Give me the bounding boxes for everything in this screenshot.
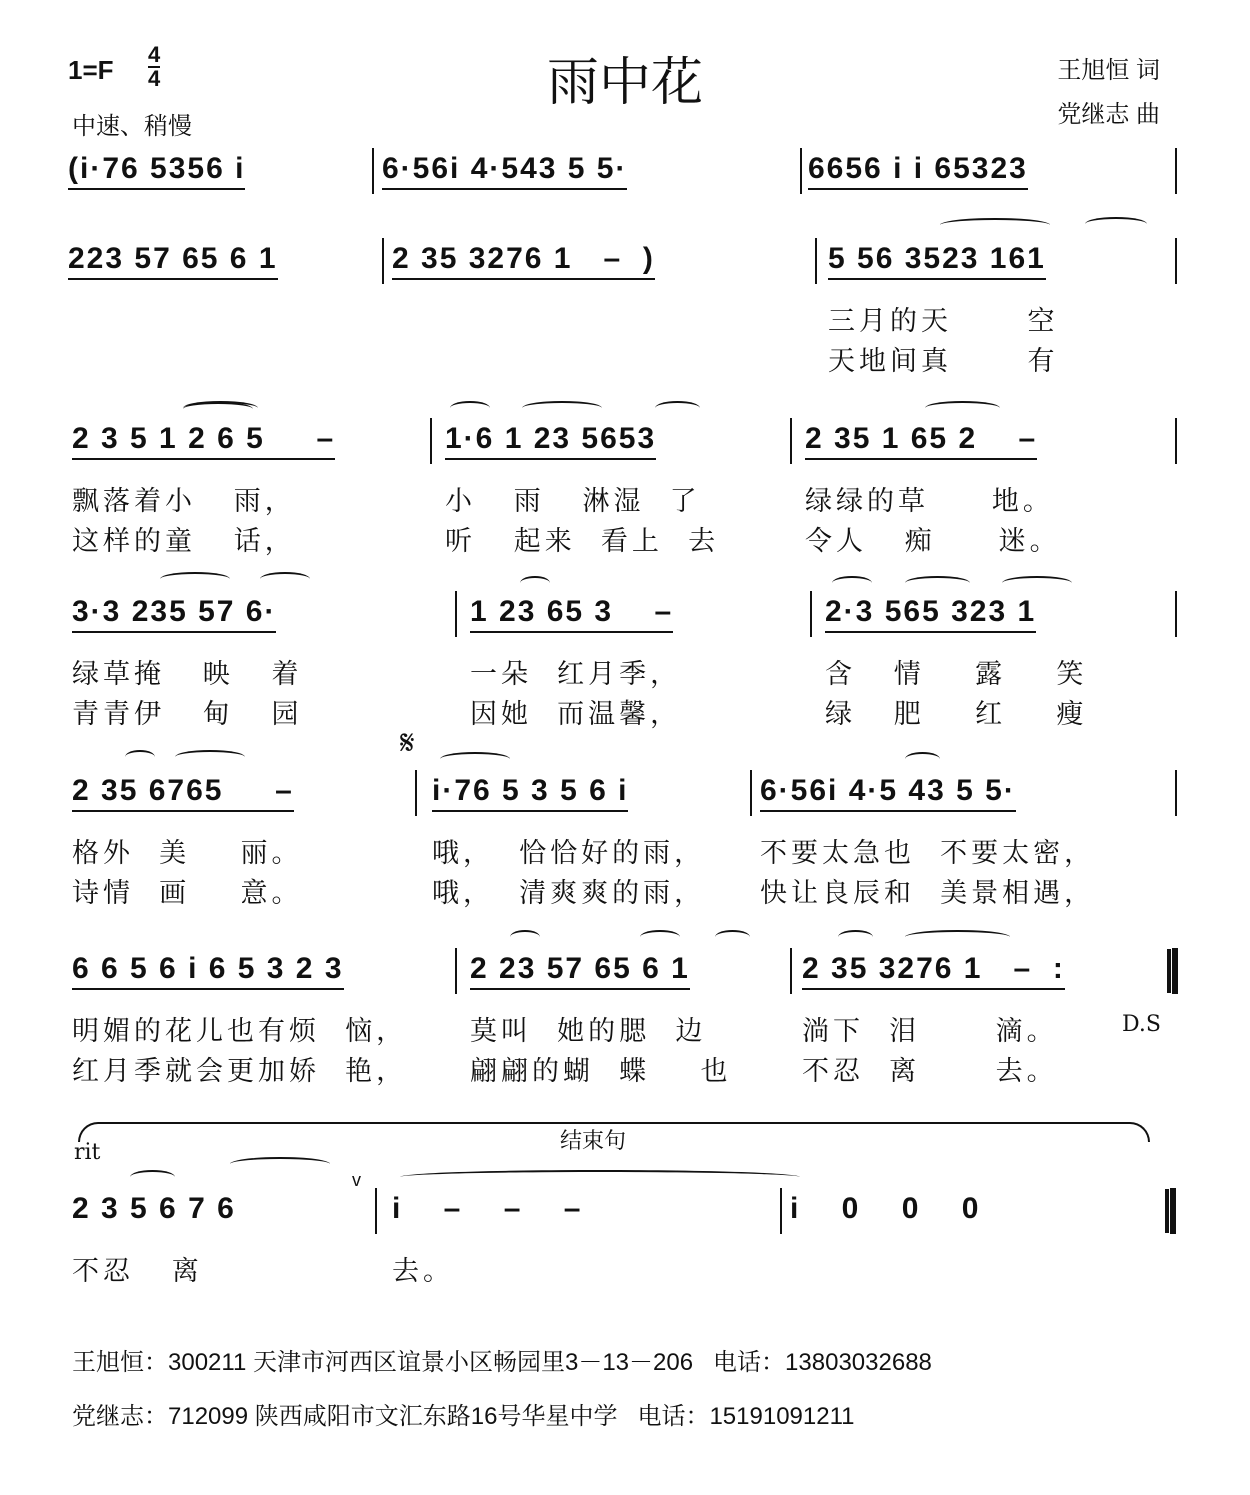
barline <box>415 770 417 816</box>
lyric-verse-1: 小 雨 淋湿 了 <box>445 486 701 517</box>
measure-notes: 2·3 565 323 1 <box>825 595 1036 633</box>
measure <box>68 152 245 190</box>
lyric-verse-1: 一朵 红月季， <box>470 659 682 690</box>
ending-label: 结束句 <box>560 1128 627 1153</box>
slur-mark <box>125 750 155 764</box>
measure <box>828 242 1059 377</box>
lyric-verse-1: 去。 <box>392 1256 454 1287</box>
measure-notes: 6 6 5 6 i 6 5 3 2 3 <box>72 952 344 990</box>
slur-mark <box>905 576 970 590</box>
measure <box>470 595 682 730</box>
measure-notes: 5 56 3523 161 <box>828 242 1046 280</box>
measure <box>72 595 303 730</box>
measure <box>72 422 336 557</box>
lyric-verse-2: 因她 而温馨， <box>470 699 682 730</box>
barline <box>375 1188 377 1234</box>
slur-mark <box>260 572 310 586</box>
lyric-verse-2: 令人 痴 迷。 <box>805 526 1061 557</box>
measure-notes: 2 3 5 6 7 6 <box>72 1192 236 1225</box>
measure-notes: 223 57 65 6 1 <box>68 242 278 280</box>
measure-notes: (i·76 5356 i <box>68 152 245 190</box>
slur-mark <box>640 930 680 944</box>
measure <box>68 242 278 280</box>
slur-mark <box>450 401 490 415</box>
slur-mark <box>400 1170 800 1184</box>
lyric-verse-1: 三月的天 空 <box>828 306 1059 337</box>
ds-marking: D.S <box>1122 1012 1161 1037</box>
slur-mark <box>522 401 602 415</box>
measure <box>760 774 1096 909</box>
lyric-verse-2: 听 起来 看上 去 <box>445 526 720 557</box>
barline <box>810 591 812 637</box>
double-barline <box>1170 1188 1176 1234</box>
slur-mark <box>655 401 700 415</box>
barline <box>1175 418 1177 464</box>
slur-mark <box>838 930 873 944</box>
lyric-verse-2: 青青伊 甸 园 <box>72 699 303 730</box>
slur-mark <box>440 752 510 766</box>
score-system <box>0 1192 1250 1287</box>
lyric-verse-1: 不要太急也 不要太密， <box>760 838 1096 869</box>
lyric-verse-1: 淌下 泪 滴。 <box>802 1016 1058 1047</box>
measure-notes: 1 23 65 3 – <box>470 595 673 633</box>
key-signature: 1=F <box>68 55 114 85</box>
slur-mark <box>905 930 1010 944</box>
composer-credit: 党继志 曲 <box>1057 101 1160 128</box>
lyric-verse-2: 不忍 离 去。 <box>802 1056 1058 1087</box>
score-system <box>0 595 1250 730</box>
lyric-verse-1: 格外 美 丽。 <box>72 838 303 869</box>
measure <box>445 422 720 557</box>
measure <box>432 774 706 909</box>
rit-marking: rit <box>74 1140 101 1165</box>
measure-notes: 3·3 235 57 6· <box>72 595 276 633</box>
lyric-verse-1: 明媚的花儿也有烦 恼， <box>72 1016 408 1047</box>
barline <box>430 418 432 464</box>
measure-notes: 6·56i 4·5 43 5 5· <box>760 774 1016 812</box>
song-title: 雨中花 <box>546 53 703 113</box>
slur-mark <box>130 1170 175 1184</box>
lyric-verse-2: 翩翩的蝴 蝶 也 <box>470 1056 732 1087</box>
barline <box>790 948 792 994</box>
lyric-verse-1: 不忍 离 <box>72 1256 203 1287</box>
score-system <box>0 242 1250 377</box>
barline <box>1175 238 1177 284</box>
measure <box>72 952 408 1087</box>
slur-mark <box>1002 576 1072 590</box>
barline <box>1175 591 1177 637</box>
composer-contact: 党继志：712099 陕西咸阳市文汇东路16号华星中学 电话：15191091211 <box>72 1403 855 1430</box>
barline <box>815 238 817 284</box>
measure <box>808 152 1028 190</box>
lyric-verse-2: 诗情 画 意。 <box>72 878 303 909</box>
score-system <box>0 422 1250 557</box>
measure <box>470 952 732 1087</box>
barline <box>455 591 457 637</box>
slur-mark <box>1085 217 1147 231</box>
lyric-verse-2: 红月季就会更加娇 艳， <box>72 1056 408 1087</box>
measure-notes: 2 35 1 65 2 – <box>805 422 1037 460</box>
lyric-verse-2: 哦， 清爽爽的雨， <box>432 878 706 909</box>
lyric-verse-2: 这样的童 话， <box>72 526 296 557</box>
meter-bottom: 4 <box>148 66 161 91</box>
measure-notes: i – – – <box>392 1192 583 1225</box>
double-barline <box>1172 948 1178 994</box>
lyric-verse-1: 含 情 露 笑 <box>825 659 1088 690</box>
measure <box>825 595 1088 730</box>
lyric-verse-2: 天地间真 有 <box>828 346 1059 377</box>
measure-notes: 6656 i i 65323 <box>808 152 1028 190</box>
lyric-verse-1: 哦， 恰恰好的雨， <box>432 838 706 869</box>
lyric-verse-1: 绿草掩 映 着 <box>72 659 303 690</box>
slur-mark <box>832 576 872 590</box>
measure <box>392 242 655 280</box>
tempo-marking: 中速、稍慢 <box>72 113 192 140</box>
measure <box>805 422 1061 557</box>
measure <box>72 1192 236 1287</box>
slur-mark <box>160 572 230 586</box>
barline <box>1175 770 1177 816</box>
score-system <box>0 152 1250 210</box>
lyricist-credit: 王旭恒 词 <box>1057 57 1160 84</box>
slur-mark <box>230 1157 330 1171</box>
measure-notes: i 0 0 0 <box>790 1192 981 1225</box>
measure <box>72 774 303 909</box>
barline <box>780 1188 782 1234</box>
measure-notes: i·76 5 3 5 6 i <box>432 774 628 812</box>
breath-mark: v <box>352 1170 361 1190</box>
lyricist-contact: 王旭恒：300211 天津市河西区谊景小区畅园里3－13－206 电话：13803032688 <box>72 1349 932 1376</box>
lyric-verse-1: 绿绿的草 地。 <box>805 486 1054 517</box>
slur-mark <box>905 752 940 766</box>
measure-notes: 2 35 3276 1 – : <box>802 952 1065 990</box>
slur-mark <box>183 401 258 415</box>
measure-notes: 2 23 57 65 6 1 <box>470 952 690 990</box>
slur-mark <box>510 930 540 944</box>
barline <box>455 948 457 994</box>
segno-sign: 𝄋 <box>400 724 415 762</box>
lyric-verse-1: 飘落着小 雨， <box>72 486 296 517</box>
barline <box>750 770 752 816</box>
measure <box>382 152 627 190</box>
barline <box>790 418 792 464</box>
slur-mark <box>715 930 750 944</box>
score-system <box>0 774 1250 909</box>
measure-notes: 1·6 1 23 5653 <box>445 422 656 460</box>
measure-notes: 2 3 5 1 2 6 5 – <box>72 422 335 460</box>
measure <box>802 952 1065 1087</box>
barline <box>800 148 802 194</box>
barline <box>382 238 384 284</box>
measure <box>392 1192 583 1287</box>
measure-notes: 6·56i 4·543 5 5· <box>382 152 627 190</box>
lyric-verse-2: 快让良辰和 美景相遇， <box>760 878 1096 909</box>
measure-notes: 2 35 6765 – <box>72 774 294 812</box>
slur-mark <box>175 750 245 764</box>
slur-mark <box>940 218 1050 232</box>
lyric-verse-1: 莫叫 她的腮 边 <box>470 1016 707 1047</box>
barline <box>372 148 374 194</box>
time-signature <box>148 44 160 90</box>
lyric-verse-2: 绿 肥 红 瘦 <box>825 699 1088 730</box>
measure-notes: 2 35 3276 1 – ) <box>392 242 655 280</box>
barline <box>1175 148 1177 194</box>
slur-mark <box>520 576 550 590</box>
slur-mark <box>925 401 1000 415</box>
measure <box>790 1192 980 1228</box>
meter-top: 4 <box>148 42 161 67</box>
